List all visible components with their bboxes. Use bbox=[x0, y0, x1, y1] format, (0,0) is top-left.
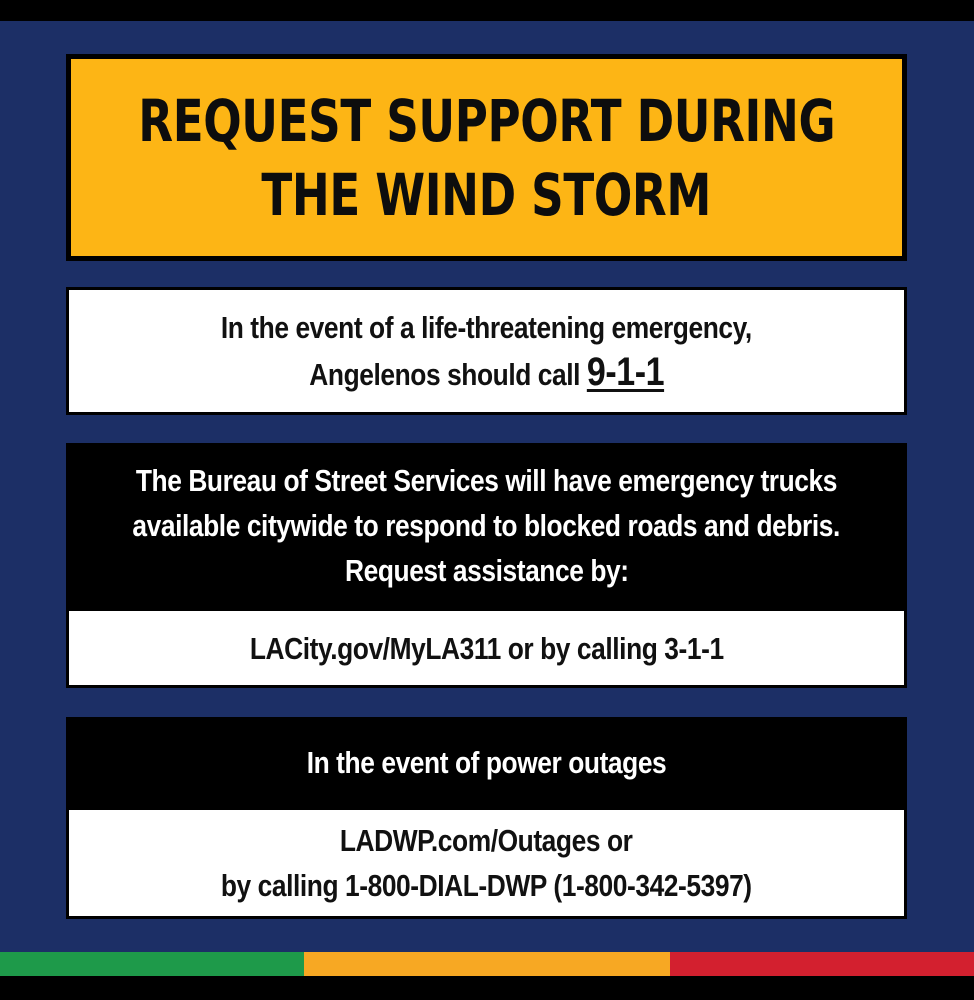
poster bbox=[0, 21, 974, 976]
title-line-1: REQUEST SUPPORT DURING bbox=[138, 86, 835, 155]
bottom-border bbox=[0, 976, 974, 1000]
power-outage-heading-box bbox=[66, 717, 907, 807]
emergency-box bbox=[66, 287, 907, 415]
emergency-number-911: 9-1-1 bbox=[586, 350, 664, 394]
street-services-box bbox=[66, 443, 907, 608]
footer-stripe-red bbox=[670, 952, 974, 976]
street-services-line-3: Request assistance by: bbox=[344, 553, 629, 588]
power-outage-heading: In the event of power outages bbox=[306, 744, 667, 780]
footer-stripe-green bbox=[0, 952, 304, 976]
street-services-contact-box bbox=[66, 608, 907, 688]
power-outage-contact-box bbox=[66, 807, 907, 919]
footer-stripe-orange bbox=[304, 952, 670, 976]
street-services-line-1: The Bureau of Street Services will have emergency trucks bbox=[135, 463, 838, 498]
street-services-line-2: available citywide to respond to blocked roads and debris. bbox=[132, 508, 841, 543]
title-line-2: THE WIND STORM bbox=[261, 160, 712, 229]
power-outage-contact-line-1: LADWP.com/Outages or bbox=[340, 823, 633, 858]
emergency-line-1: In the event of a life-threatening emergency, bbox=[221, 310, 752, 345]
power-outage-contact-line-2: by calling 1-800-DIAL-DWP (1-800-342-5397) bbox=[221, 868, 752, 903]
emergency-line-2 bbox=[309, 350, 664, 397]
street-services-contact: LACity.gov/MyLA311 or by calling 3-1-1 bbox=[249, 630, 724, 666]
top-border bbox=[0, 0, 974, 21]
emergency-call-text: Angelenos should call bbox=[309, 357, 580, 392]
title-banner bbox=[66, 54, 907, 261]
